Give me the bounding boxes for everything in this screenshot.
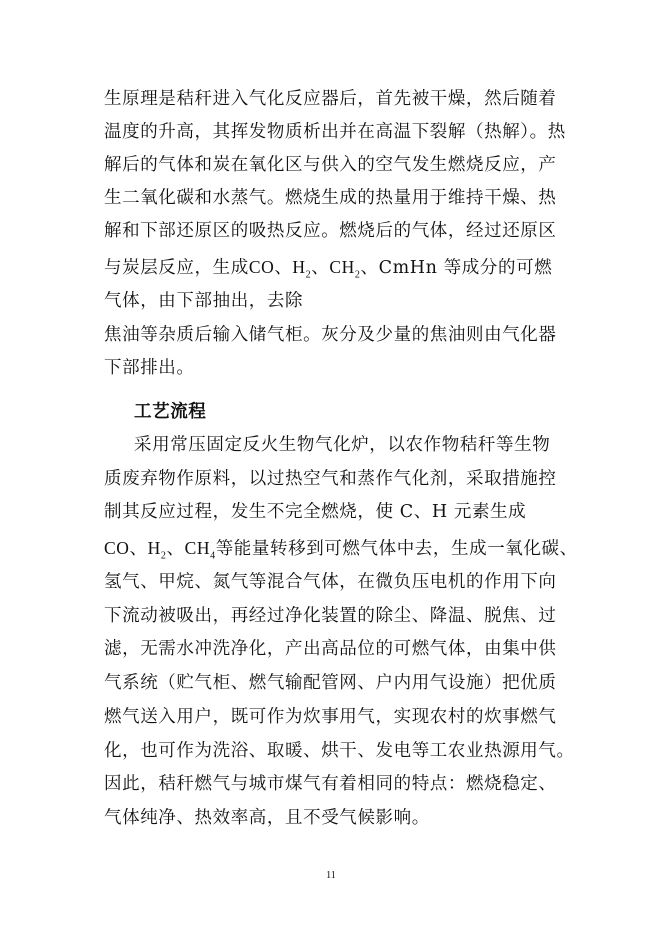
page-number: 11 (326, 870, 336, 881)
text-line: 气系统（贮气柜、燃气输配管网、户内用气设施）把优质 (104, 673, 557, 693)
subscript: 2 (354, 269, 361, 281)
chemical-formula: CO、H (104, 538, 161, 558)
subscript: 2 (305, 269, 312, 281)
text-line: 生原理是秸秆进入气化反应器后，首先被干燥，然后随着 (104, 89, 557, 109)
text-line: 解后的气体和炭在氧化区与供入的空气发生燃烧反应，产 (104, 155, 557, 175)
text-line: 采用常压固定反火生物气化炉，以农作物秸秆等生物 (134, 435, 551, 455)
text-line-formula (104, 256, 564, 279)
text-line: 氢气、甲烷、氮气等混合气体，在微负压电机的作用下向 (104, 572, 557, 592)
chemical-formula: 、CH (166, 538, 211, 558)
text-line: 化，也可作为洗浴、取暖、烘干、发电等工农业热源用气。 (104, 741, 575, 761)
text-line: 气体，由下部抽出，去除 (104, 291, 304, 311)
text-line: 下流动被吸出，再经过净化装置的除尘、降温、脱焦、过 (104, 606, 557, 626)
text-line: 制其反应过程，发生不完全燃烧，使 C、H 元素生成 (104, 502, 527, 522)
text-line: 生二氧化碳和水蒸气。燃烧生成的热量用于维持干燥、热 (104, 188, 557, 208)
text-fragment: 等能量转移到可燃气体中去，生成一氧化碳、 (215, 539, 578, 559)
text-line: 焦油等杂质后输入储气柜。灰分及少量的焦油则由气化器 (104, 325, 557, 345)
text-line: 下部排出。 (104, 358, 195, 378)
text-line: 解和下部还原区的吸热反应。燃烧后的气体，经过还原区 (104, 221, 557, 241)
chemical-formula: CO、H (248, 257, 306, 277)
text-fragment: 与炭层反应，生成 (104, 258, 249, 278)
subscript: 2 (160, 550, 167, 562)
chemical-formula: 、CH (311, 257, 355, 277)
text-line: 因此，秸秆燃气与城市煤气有着相同的特点：燃烧稳定、 (104, 774, 557, 794)
text-line: 气体纯净、热效率高，且不受气候影响。 (104, 808, 430, 828)
text-line: 滤，无需水冲洗净化，产出高品位的可燃气体，由集中供 (104, 639, 557, 659)
text-line-formula (104, 537, 578, 562)
section-heading: 工艺流程 (134, 402, 207, 422)
text-line: 质废弃物作原料，以过热空气和蒸作气化剂，采取措施控 (104, 469, 557, 489)
subscript: 4 (210, 550, 216, 562)
text-line: 温度的升高，其挥发物质析出并在高温下裂解（热解）。热 (104, 122, 566, 142)
text-fragment: 、CmHn 等成分的可燃 (360, 258, 553, 278)
text-line: 燃气送入用户，既可作为炊事用气，实现农村的炊事燃气 (104, 707, 557, 727)
